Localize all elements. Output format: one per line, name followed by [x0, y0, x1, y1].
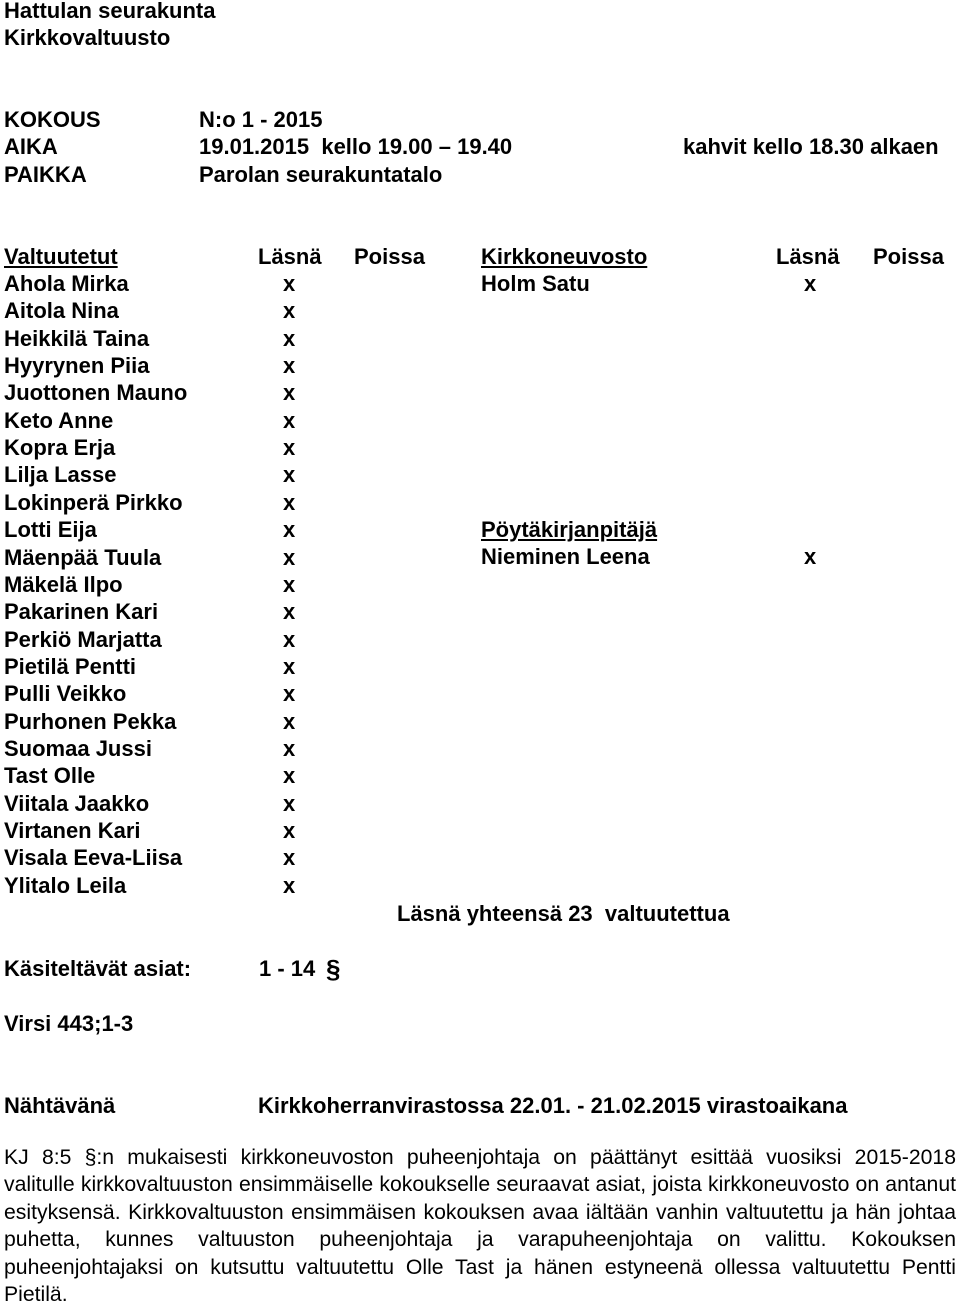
header-poissa-board: Poissa — [873, 244, 944, 269]
delegate-name: Lokinperä Pirkko — [4, 489, 183, 515]
board-member-name: Holm Satu — [481, 271, 590, 296]
delegate-present-mark: x — [283, 735, 296, 761]
kokous-value: N:o 1 - 2015 — [199, 107, 323, 132]
delegate-present-mark: x — [283, 763, 296, 789]
delegate-name: Suomaa Jussi — [4, 735, 152, 761]
delegate-present-mark: x — [283, 544, 296, 570]
viewing-value: Kirkkoherranvirastossa 22.01. - 21.02.2015 virastoaikana — [258, 1093, 848, 1118]
delegate-name: Pakarinen Kari — [4, 599, 159, 625]
kj-reference: KJ 8:5 — [4, 1146, 72, 1169]
parish-name: Hattulan seurakunta — [4, 0, 216, 23]
delegate-name: Aitola Nina — [4, 298, 119, 324]
hymn: Virsi 443;1-3 — [4, 1011, 134, 1036]
body-paragraph — [4, 1144, 956, 1308]
paikka-value: Parolan seurakuntatalo — [199, 162, 443, 187]
delegate-name: Purhonen Pekka — [4, 708, 177, 734]
council-name: Kirkkovaltuusto — [4, 25, 171, 50]
delegate-name: Lilja Lasse — [4, 462, 117, 488]
header-lasna-board: Läsnä — [776, 244, 840, 269]
delegate-name: Keto Anne — [4, 407, 114, 433]
viewing-label: Nähtävänä — [4, 1093, 116, 1118]
delegate-present-mark: x — [283, 489, 296, 515]
delegate-name: Mäkelä Ilpo — [4, 571, 123, 597]
delegate-name: Perkiö Marjatta — [4, 626, 162, 652]
aika-value: 19.01.2015 kello 19.00 – 19.40 — [199, 134, 513, 159]
delegate-present-mark: x — [283, 517, 296, 543]
paragraph-section-mark: § — [84, 1146, 97, 1169]
header-lasna: Läsnä — [258, 244, 322, 269]
delegate-present-mark: x — [283, 353, 296, 379]
delegate-present-mark: x — [283, 708, 296, 734]
delegate-name: Pietilä Pentti — [4, 653, 137, 679]
delegate-present-mark: x — [283, 681, 296, 707]
kokous-label: KOKOUS — [4, 107, 101, 132]
delegate-name: Ylitalo Leila — [4, 872, 127, 898]
secretary-heading: Pöytäkirjanpitäjä — [481, 517, 658, 542]
delegate-present-mark: x — [283, 380, 296, 406]
delegate-name: Tast Olle — [4, 763, 96, 789]
delegate-present-mark: x — [283, 298, 296, 324]
delegate-present-mark: x — [283, 626, 296, 652]
delegate-name: Mäenpää Tuula — [4, 544, 162, 570]
secretary-present-mark: x — [804, 544, 817, 569]
items-range: 1 - 14 — [259, 956, 316, 981]
delegate-present-mark: x — [283, 462, 296, 488]
header-valtuutetut: Valtuutetut — [4, 244, 118, 269]
delegate-present-mark: x — [283, 571, 296, 597]
delegate-name: Visala Eeva-Liisa — [4, 845, 183, 871]
delegate-name: Ahola Mirka — [4, 271, 129, 296]
paragraph-text: :n mukaisesti kirkkoneuvoston puheenjohtaja on päättänyt esittää vuosiksi 2015-2018 valitulle kirkkovaltuuston ensimmäiselle kokoukselle seuraavat asiat, joista kirkkoneuvosto on antanut esityksensä. Kirkkovaltuuston ensimmäisen kokouksen avaa iältään vanhin valtuutettu ja hän johtaa puhetta, kunnes valtuuston puheenjohtaja ja varapuheenjohtaja on valittu. Kokouksen puheenjohtajaksi on kutsuttu valtuutettu Olle Tast ja hänen estyneenä ollessa valtuutettu Pentti Pietilä. — [4, 1146, 956, 1307]
delegate-name: Pulli Veikko — [4, 681, 127, 707]
aika-label: AIKA — [4, 134, 58, 159]
delegate-name: Kopra Erja — [4, 435, 116, 461]
delegate-name: Virtanen Kari — [4, 818, 141, 843]
delegate-present-mark: x — [283, 653, 296, 679]
delegate-name: Lotti Eija — [4, 517, 97, 543]
delegate-present-mark: x — [283, 407, 296, 433]
delegate-present-mark: x — [283, 599, 296, 625]
paikka-label: PAIKKA — [4, 162, 87, 187]
delegate-name: Heikkilä Taina — [4, 325, 150, 351]
section-mark: § — [326, 954, 341, 984]
items-label: Käsiteltävät asiat: — [4, 956, 192, 981]
delegate-present-mark: x — [283, 790, 296, 816]
delegate-present-mark: x — [283, 325, 296, 351]
delegate-present-mark: x — [283, 818, 296, 843]
header-kirkkoneuvosto: Kirkkoneuvosto — [481, 244, 648, 269]
secretary-name: Nieminen Leena — [481, 544, 650, 569]
delegate-present-mark: x — [283, 435, 296, 461]
delegate-present-mark: x — [283, 872, 296, 898]
header-poissa: Poissa — [354, 244, 425, 269]
delegate-present-mark: x — [283, 271, 296, 296]
coffee-time: kahvit kello 18.30 alkaen — [683, 134, 939, 159]
board-member-present-mark: x — [804, 271, 817, 296]
delegate-name: Juottonen Mauno — [4, 380, 188, 406]
delegate-name: Hyyrynen Piia — [4, 353, 150, 379]
delegate-name: Viitala Jaakko — [4, 790, 150, 816]
total-present: Läsnä yhteensä 23 valtuutettua — [397, 901, 730, 926]
delegate-present-mark: x — [283, 845, 296, 871]
